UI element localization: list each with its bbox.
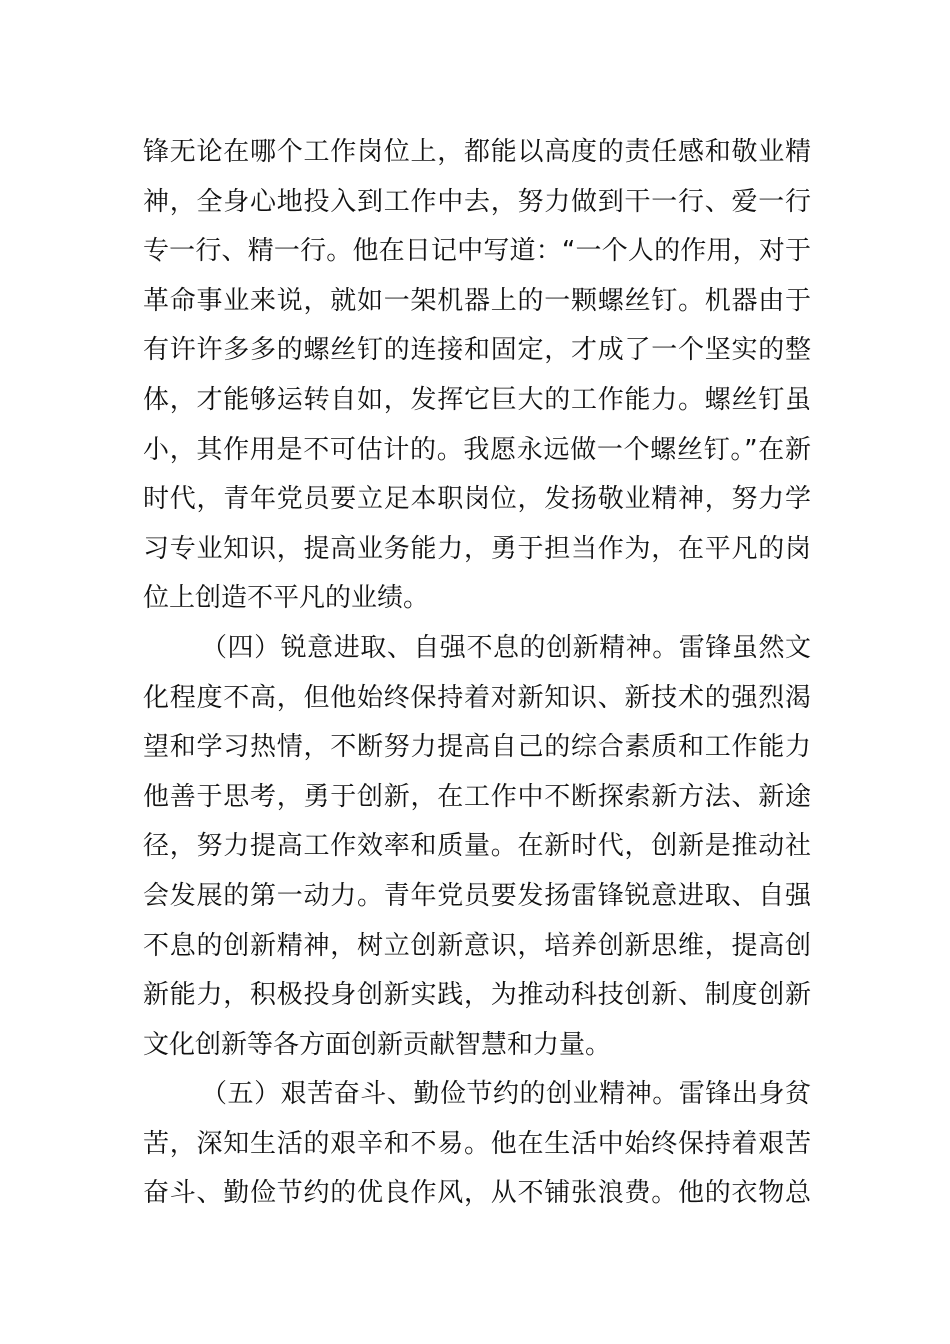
section-heading-line: （五）艰苦奋斗、勤俭节约的创业精神。雷锋出身贫: [201, 1079, 811, 1110]
text-line: 望和学习热情，不断努力提高自己的综合素质和工作能力: [143, 732, 811, 763]
text-line: 位上创造不平凡的业绩。: [143, 583, 430, 614]
text-line: 专一行、精一行。他在日记中写道：“一个人的作用，对于: [143, 236, 811, 267]
text-line: 会发展的第一动力。青年党员要发扬雷锋锐意进取、自强: [143, 880, 811, 911]
text-line: 苦，深知生活的艰辛和不易。他在生活中始终保持着艰苦: [143, 1128, 811, 1159]
section-heading-line: （四）锐意进取、自强不息的创新精神。雷锋虽然文: [201, 632, 811, 663]
text-line: 文化创新等各方面创新贡献智慧和力量。: [143, 1029, 612, 1060]
text-line: 他善于思考，勇于创新，在工作中不断探索新方法、新途: [143, 781, 811, 812]
text-line: 不息的创新精神，树立创新意识，培养创新思维，提高创: [143, 930, 811, 961]
text-line: 奋斗、勤俭节约的优良作风，从不铺张浪费。他的衣物总: [143, 1178, 811, 1209]
text-line: 小，其作用是不可估计的。我愿永远做一个螺丝钉。”在新: [143, 434, 811, 465]
text-line: 神，全身心地投入到工作中去，努力做到干一行、爱一行: [143, 186, 811, 217]
text-line: 径，努力提高工作效率和质量。在新时代，创新是推动社: [143, 831, 811, 862]
text-line: 习专业知识，提高业务能力，勇于担当作为，在平凡的岗: [143, 533, 811, 564]
document-body: [143, 128, 811, 1219]
text-line: 体，才能够运转自如，发挥它巨大的工作能力。螺丝钉虽: [143, 384, 811, 415]
text-line: 化程度不高，但他始终保持着对新知识、新技术的强烈渴: [143, 682, 811, 713]
text-line: 革命事业来说，就如一架机器上的一颗螺丝钉。机器由于: [143, 285, 811, 316]
text-line: 锋无论在哪个工作岗位上，都能以高度的责任感和敬业精: [143, 137, 811, 167]
text-line: 新能力，积极投身创新实践，为推动科技创新、制度创新: [143, 980, 811, 1011]
text-line: 有许许多多的螺丝钉的连接和固定，才成了一个坚实的整: [143, 335, 811, 366]
text-line: 时代，青年党员要立足本职岗位，发扬敬业精神，努力学: [143, 484, 811, 515]
